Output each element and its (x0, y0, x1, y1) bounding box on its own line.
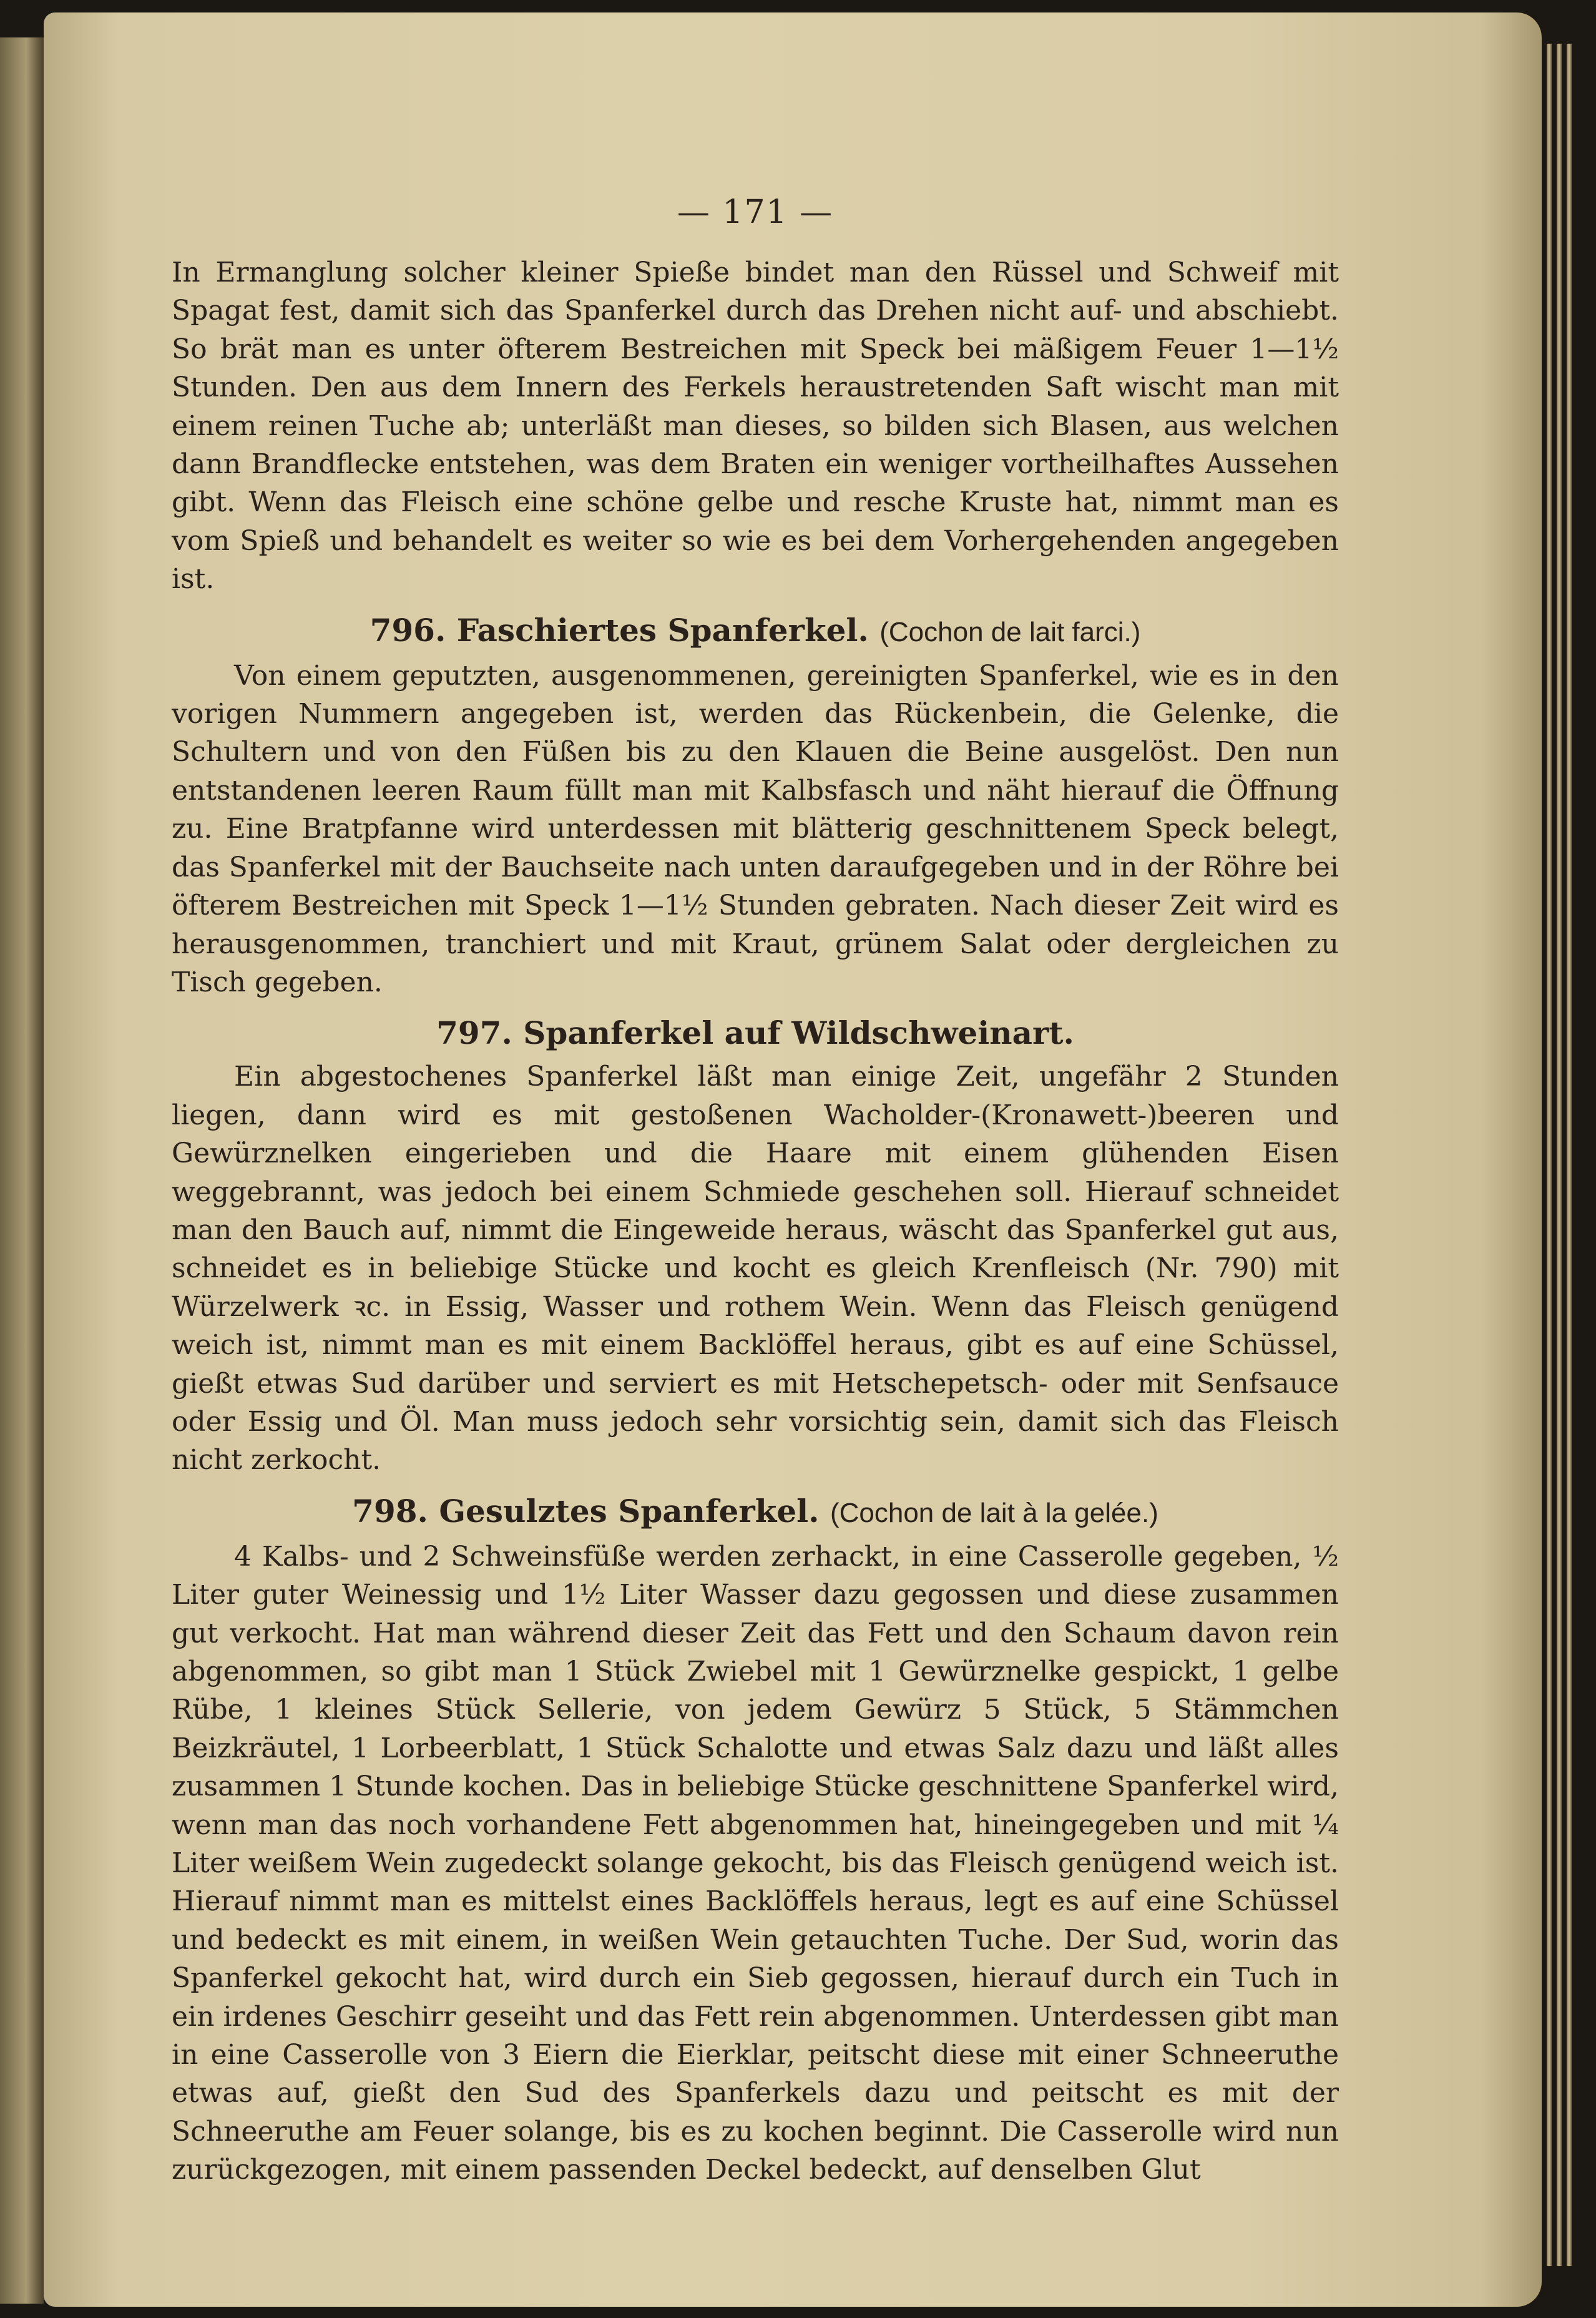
recipe-796-text: Von einem geputzten, ausgenommenen, gereinigten Spanferkel, wie es in den vorigen Nummern angegeben ist, werden das Rückenbein, die Gelenke, die Schultern und von den Füßen bis zu den Klauen die Beine ausgelöst. Den nun entstandenen leeren Raum füllt man mit Kalbsfasch und näht hierauf die Öffnung zu. Eine Bratpfanne wird unterdessen mit blätterig geschnittenem Speck belegt, das Spanferkel mit der Bauchseite nach unten daraufgegeben und in der Röhre bei öfterem Bestreichen mit Speck 1—1½ Stunden gebraten. Nach dieser Zeit wird es herausgenommen, tranchiert und mit Kraut, grünem Salat oder dergleichen zu Tisch gegeben. (172, 659, 1339, 998)
recipe-798-title: 798. Gesulztes Spanferkel. (352, 1492, 820, 1530)
recipe-796-title: 796. Faschiertes Spanferkel. (370, 611, 869, 649)
recipe-797-title: 797. Spanferkel auf Wildschweinart. (436, 1014, 1074, 1052)
recipe-797-heading (172, 1013, 1339, 1054)
page-stack-edge (1547, 44, 1552, 2266)
recipe-798-heading (172, 1491, 1339, 1534)
recipe-798-text: 4 Kalbs- und 2 Schweinsfüße werden zerhackt, in eine Casserolle gegeben, ½ Liter guter Weinessig und 1½ Liter Wasser dazu gegossen und diese zusammen gut verkocht. Hat man während dieser Zeit das Fett und den Schaum davon rein abgenommen, so gibt man 1 Stück Zwiebel mit 1 Gewürznelke gespickt, 1 gelbe Rübe, 1 kleines Stück Sellerie, von jedem Gewürz 5 Stück, 5 Stämmchen Beizkräutel, 1 Lorbeerblatt, 1 Stück Schalotte und etwas Salz dazu und läßt alles zusammen 1 Stunde kochen. Das in beliebige Stücke geschnittene Spanferkel wird, wenn man das noch vorhandene Fett abgenommen hat, hineingegeben und mit ¼ Liter weißem Wein zugedeckt solange gekocht, bis das Fleisch genügend weich ist. Hierauf nimmt man es mittelst eines Backlöffels heraus, legt es auf eine Schüssel und bedeckt es mit einem, in weißen Wein getauchten Tuche. Der Sud, worin das Spanferkel gekocht hat, wird durch ein Sieb gegossen, hierauf durch ein Tuch in ein irdenes Geschirr geseiht und das Fett rein abgenommen. Unterdessen gibt man in eine Casserolle von 3 Eiern die Eierklar, peitscht diese mit einer Schneeruthe etwas auf, gießt den Sud des Spanferkels dazu und peitscht es mit der Schneeruthe am Feuer solange, bis es zu kochen beginnt. Die Casserolle wird nun zurückgezogen, mit einem passenden Deckel bedeckt, auf denselben Glut (172, 1540, 1339, 2186)
recipe-796-subtitle: (Cochon de lait farci.) (879, 616, 1141, 647)
page-stack-edge (1567, 44, 1572, 2266)
intro-paragraph: In Ermanglung solcher kleiner Spieße bindet man den Rüssel und Schweif mit Spagat fest, damit sich das Spanferkel durch das Drehen nicht auf- und abschiebt. So brät man es unter öfterem Bestreichen mit Speck bei mäßigem Feuer 1—1½ Stunden. Den aus dem Innern des Ferkels heraustretenden Saft wischt man mit einem reinen Tuche ab; unterläßt man dieses, so bilden sich Blasen, aus welchen dann Brandflecke entstehen, was dem Braten ein weniger vortheilhaftes Aussehen gibt. Wenn das Fleisch eine schöne gelbe und resche Kruste hat, nimmt man es vom Spieß und behandelt es weiter so wie es bei dem Vorhergehenden angegeben ist. (172, 257, 1339, 596)
page-content (172, 182, 1339, 2189)
page-stack-edge (1557, 44, 1562, 2266)
recipe-796-heading (172, 610, 1339, 653)
previous-page-edge (0, 37, 44, 2304)
page-number: — 171 — (677, 194, 834, 231)
recipe-797-text: Ein abgestochenes Spanferkel läßt man einige Zeit, ungefähr 2 Stunden liegen, dann wird es mit gestoßenen Wacholder-(Kronawett-)beeren und Gewürznelken eingerieben und die Haare mit einem glühenden Eisen weggebrannt, was jedoch bei einem Schmiede geschehen soll. Hierauf schneidet man den Bauch auf, nimmt die Eingeweide heraus, wäscht das Spanferkel gut aus, schneidet es in beliebige Stücke und kocht es gleich Krenfleisch (Nr. 790) mit Würzelwerk ꝛc. in Essig, Wasser und rothem Wein. Wenn das Fleisch genügend weich ist, nimmt man es mit einem Backlöffel heraus, gibt es auf eine Schüssel, gießt etwas Sud darüber und serviert es mit Hetschepetsch- oder mit Senfsauce oder Essig und Öl. Man muss jedoch sehr vorsichtig sein, damit sich das Fleisch nicht zerkocht. (172, 1061, 1339, 1476)
recipe-798-subtitle: (Cochon de lait à la gelée.) (830, 1497, 1158, 1528)
